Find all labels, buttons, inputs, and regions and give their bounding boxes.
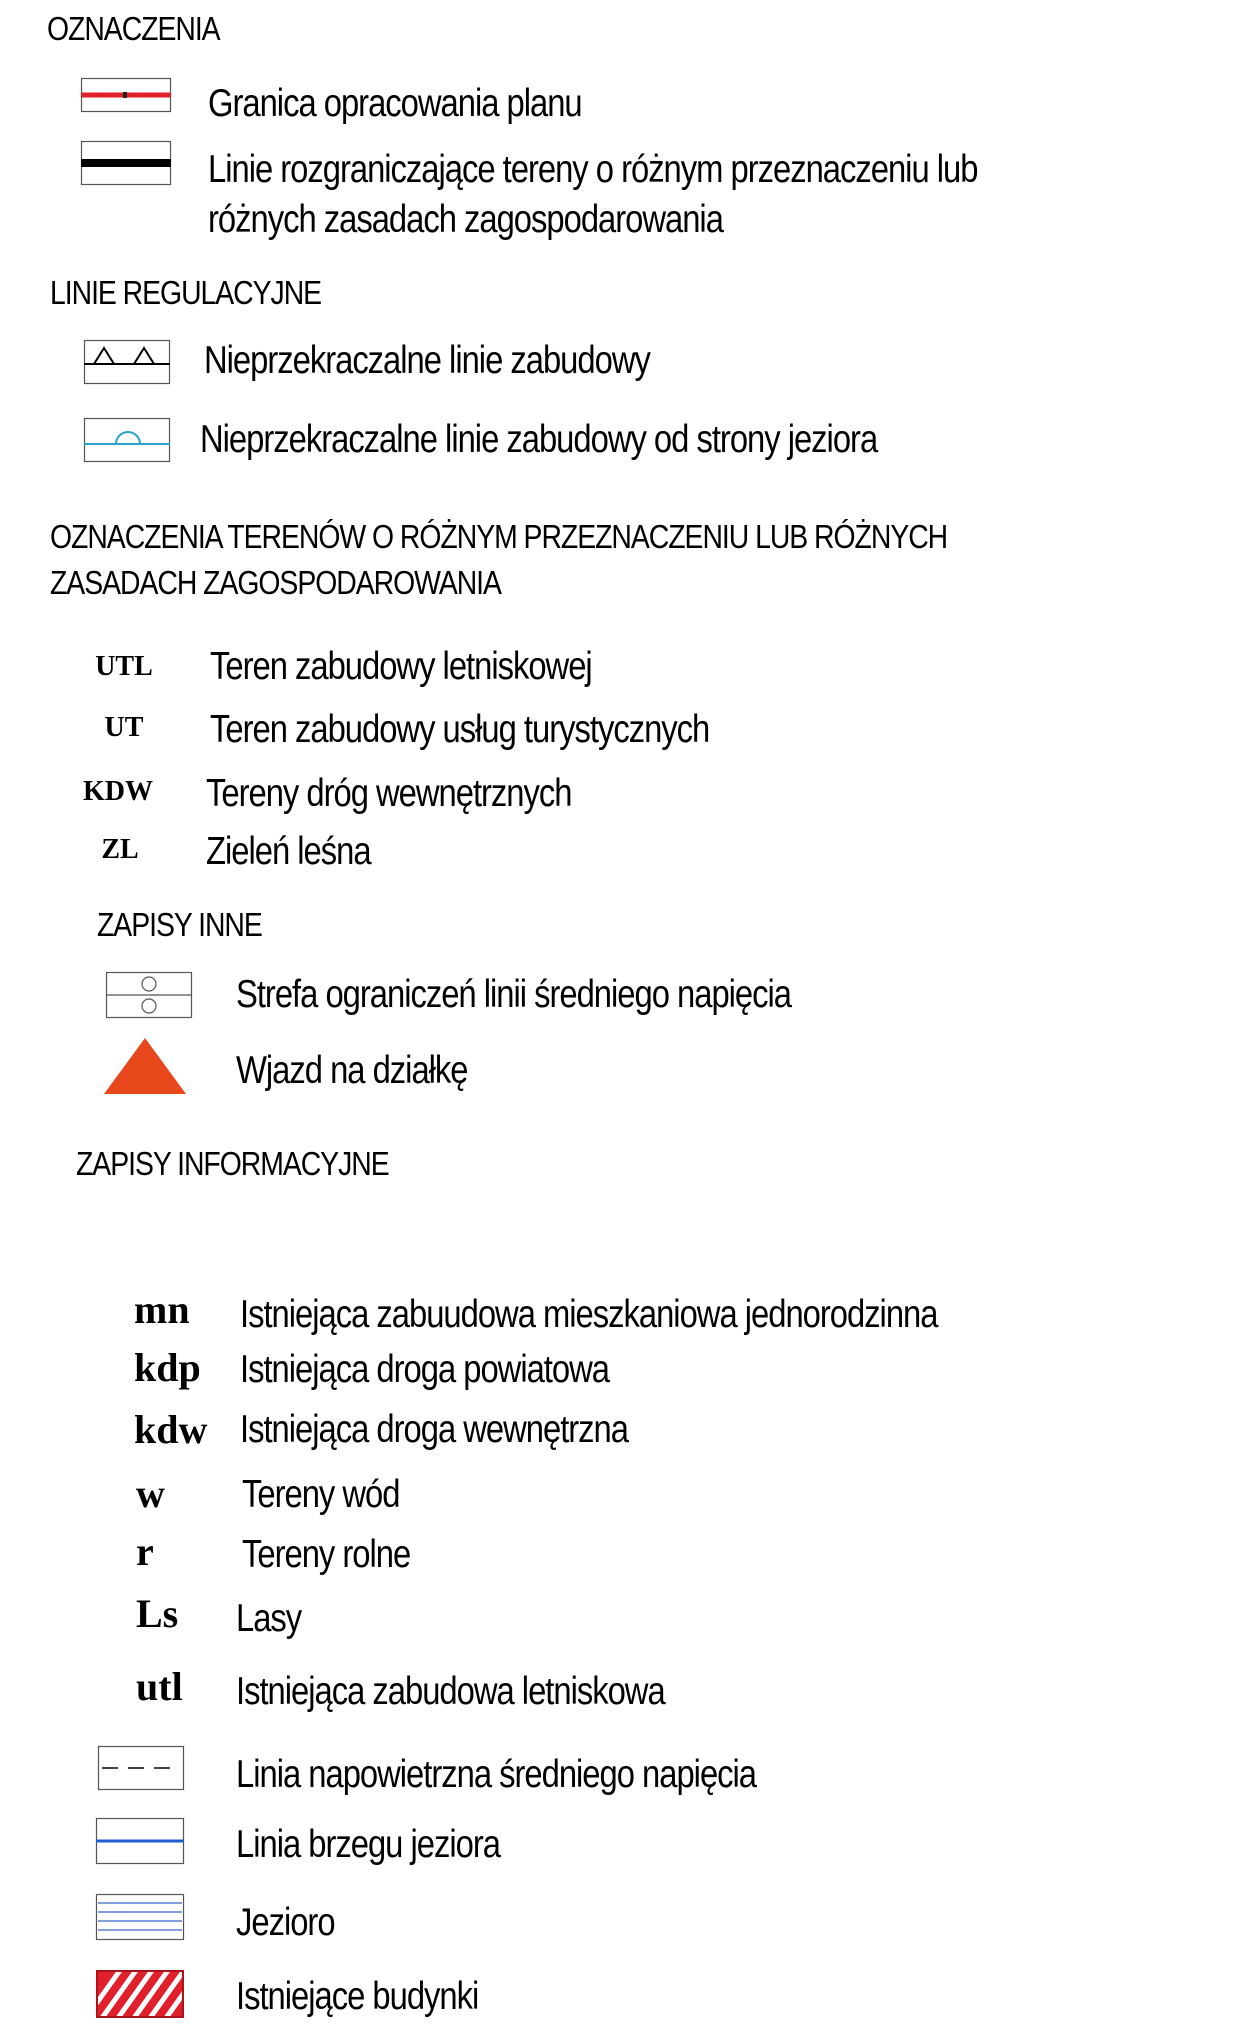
info-code: mn: [134, 1287, 190, 1332]
entry-label: Wjazd na działkę: [236, 1049, 468, 1092]
info-code: w: [136, 1471, 165, 1516]
info-code: r: [136, 1529, 154, 1574]
section-header-zapisy-info: ZAPISY INFORMACYJNE: [76, 1145, 389, 1182]
power-line-zone-symbol: [106, 972, 192, 1018]
power-line-zone-label: Strefa ograniczeń linii średniego napięcia: [236, 973, 791, 1016]
info-code: kdp: [134, 1345, 201, 1390]
info-label: Tereny rolne: [242, 1533, 411, 1576]
zone-label: Teren zabudowy usług turystycznych: [210, 708, 710, 751]
dividing-lines-label-2: różnych zasadach zagospodarowania: [208, 198, 723, 241]
section-header-oznaczenia: OZNACZENIA: [47, 10, 220, 47]
build-line-symbol: [84, 340, 170, 384]
zone-code: ZL: [101, 834, 139, 865]
zone-label: Zieleń leśna: [206, 830, 371, 873]
info-label: Istniejąca zabudowa letniskowa: [236, 1670, 665, 1713]
entry-triangle-icon: [102, 1036, 188, 1096]
plan-boundary-symbol: [81, 78, 171, 112]
zone-label: Teren zabudowy letniskowej: [210, 645, 592, 688]
overhead-power-line-label: Linia napowietrzna średniego napięcia: [236, 1753, 757, 1796]
lake-shore-line-symbol: [96, 1818, 184, 1864]
dividing-lines-label-1: Linie rozgraniczające tereny o różnym przeznaczeniu lub: [208, 148, 978, 191]
dividing-lines-symbol: [81, 141, 171, 185]
build-line-lake-symbol: [84, 418, 170, 462]
zone-label: Tereny dróg wewnętrznych: [206, 772, 572, 815]
existing-buildings-label: Istniejące budynki: [236, 1975, 479, 2018]
lake-symbol: [96, 1894, 184, 1940]
section-header-linie-regulacyjne: LINIE REGULACYJNE: [50, 274, 322, 311]
lake-label: Jezioro: [236, 1901, 335, 1944]
build-line-label: Nieprzekraczalne linie zabudowy: [204, 339, 650, 382]
plan-boundary-label: Granica opracowania planu: [208, 82, 582, 125]
info-label: Tereny wód: [242, 1473, 400, 1516]
info-label: Istniejąca droga powiatowa: [240, 1348, 609, 1391]
info-code: kdw: [134, 1407, 208, 1452]
info-code: utl: [136, 1664, 183, 1709]
overhead-power-line-symbol: [98, 1746, 184, 1790]
info-code: Ls: [136, 1591, 179, 1636]
info-label: Lasy: [236, 1597, 302, 1640]
zone-code: UTL: [95, 651, 153, 682]
zone-code: KDW: [83, 776, 153, 807]
section-header-tereny-2: ZASADACH ZAGOSPODAROWANIA: [50, 564, 501, 601]
existing-buildings-symbol: [96, 1970, 184, 2018]
lake-shore-line-label: Linia brzegu jeziora: [236, 1823, 500, 1866]
info-label: Istniejąca zabuudowa mieszkaniowa jednorodzinna: [240, 1293, 938, 1336]
section-header-tereny-1: OZNACZENIA TERENÓW O RÓŻNYM PRZEZNACZENIU LUB RÓŻNYCH: [50, 518, 948, 555]
build-line-lake-label: Nieprzekraczalne linie zabudowy od strony jeziora: [200, 418, 878, 461]
info-label: Istniejąca droga wewnętrzna: [240, 1408, 628, 1451]
zone-code: UT: [104, 712, 144, 743]
section-header-zapisy-inne: ZAPISY INNE: [97, 906, 262, 943]
